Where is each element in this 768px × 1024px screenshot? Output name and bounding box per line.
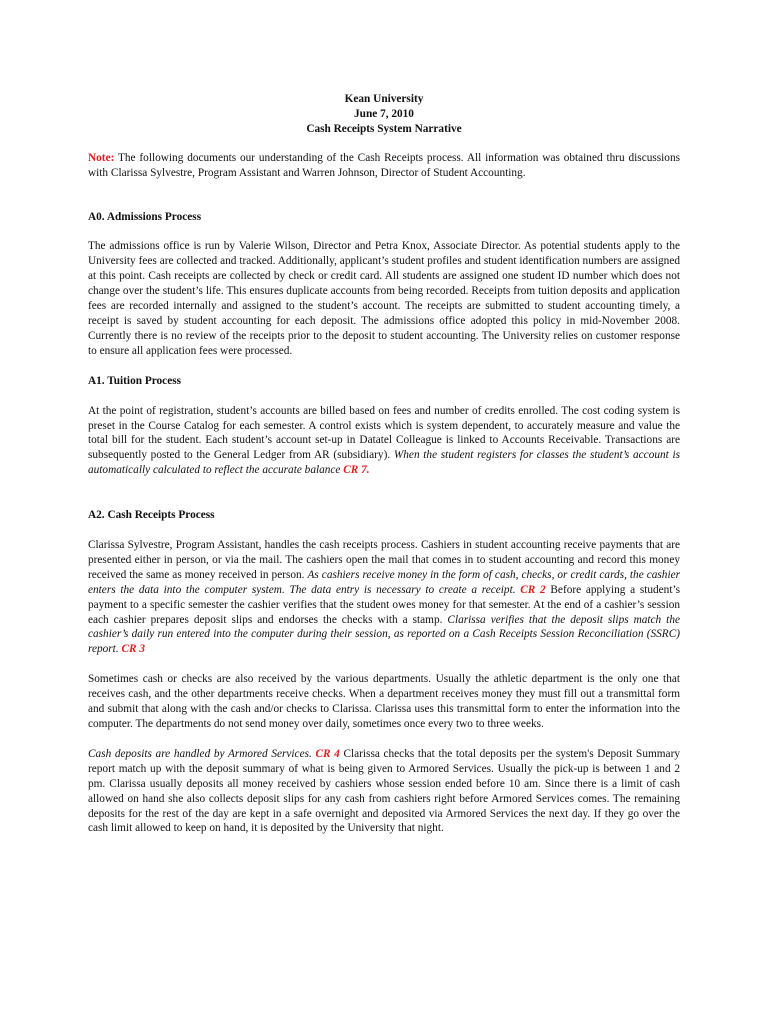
document-title: Cash Receipts System Narrative (306, 122, 462, 135)
note-text: The following documents our understanding of the Cash Receipts process. All information was obtained thru discussions with Clarissa Sylvestre, Program Assistant and Warren Johnson, Director of Student Accounting. (88, 151, 680, 179)
a2-p1-italic-2: Clarissa verifies that the deposit slips match the cashier’s daily run entered into the computer during their session, as reported on a Cash Receipts Session Reconciliation (SSRC) report. (88, 613, 680, 656)
note-label: Note: (88, 151, 115, 164)
control-ref-cr2: CR 2 (520, 583, 546, 596)
document-header (88, 92, 680, 137)
note-paragraph (88, 151, 680, 181)
document-page (88, 92, 680, 836)
a2-p3-italic: Cash deposits are handled by Armored Services. (88, 747, 316, 760)
document-date: June 7, 2010 (354, 107, 414, 120)
section-heading-a0: A0. Admissions Process (88, 210, 202, 223)
a2-p1-text-b: Before applying a student’s payment to a specific semester the cashier verifies that the student owes money for that semester. At the end of a cashier’s session each cashier prepares deposit slips and endorses the checks with a stamp. (88, 583, 680, 626)
section-heading-a2: A2. Cash Receipts Process (88, 509, 215, 522)
a2-paragraph-1 (88, 538, 680, 657)
control-ref-cr7: CR 7 (343, 464, 367, 477)
a1-end-punct: . (366, 464, 370, 477)
a2-p1-text-a: Clarissa Sylvestre, Program Assistant, handles the cash receipts process. Cashiers in student accounting receive payments that are presented either in person, or via the mail. The cashiers open the mail that comes in to student accounting and record this money received the same as money received in person. (88, 539, 680, 581)
a1-paragraph (88, 404, 680, 479)
section-heading-a1: A1. Tuition Process (88, 374, 182, 387)
a2-paragraph-3 (88, 747, 680, 836)
a1-body-text: At the point of registration, student’s accounts are billed based on fees and number of credits enrolled. The cost coding system is preset in the Course Catalog for each semester. A control exists which is system dependent, to accurately measure and value the total bill for the student. Each student’s account set-up in Datatel Colleague is linked to Accounts Receivable. Transactions are subsequently posted to the General Ledger from AR (subsidiary). (88, 404, 680, 462)
control-ref-cr3: CR 3 (121, 643, 146, 656)
a2-p3-text: Clarissa checks that the total deposits per the system's Deposit Summary report match up with the deposit summary of what is being given to Armored Services. Usually the pick-up is between 1 and 2 pm. Clarissa usually deposits all money received by cashiers whose session ended before 10 am. Since there is a limit of cash allowed on hand she also collects deposit slips for any cash from cashiers right before Armored Services comes. The remaining deposits for the rest of the day are kept in a safe overnight and deposited via Armored Services the next day. If they go over the cash limit allowed to keep on hand, it is deposited by the University that night. (88, 747, 680, 835)
university-name: Kean University (344, 93, 424, 105)
a2-paragraph-2: Sometimes cash or checks are also received by the various departments. Usually the athletic department is the only one that receives cash, and the other departments receive checks. When a department receives money they must fill out a transmittal form and submit that along with the cash and/or checks to Clarissa. Clarissa uses this transmittal form to enter the information into the computer. The departments do not send money over daily, sometimes once every two to three weeks. (88, 673, 680, 730)
a1-italic-text: When the student registers for classes the student’s account is automatically calculated to reflect the accurate balance (88, 449, 681, 477)
a2-p1-italic-1: As cashiers receive money in the form of cash, checks, or credit cards, the cashier enters the data into the computer system. The data entry is necessary to create a receipt. (88, 568, 680, 596)
a0-paragraph: The admissions office is run by Valerie Wilson, Director and Petra Knox, Associate Director. As potential students apply to the University fees are collected and tracked. Additionally, applicant’s student profiles and student identification numbers are assigned at this point. Cash receipts are collected by check or credit card. All students are assigned one student ID number which does not change over the student’s life. This ensures duplicate accounts from being recorded. Receipts from tuition deposits and application fees are recorded internally and assigned to the student’s account. The receipts are submitted to student accounting timely, a receipt is saved by student accounting for each deposit. The admissions office adopted this policy in mid-November 2008. Currently there is no review of the receipts prior to the deposit to student accounting. The University relies on customer response to ensure all application fees were processed. (88, 240, 680, 357)
control-ref-cr4: CR 4 (315, 747, 340, 760)
